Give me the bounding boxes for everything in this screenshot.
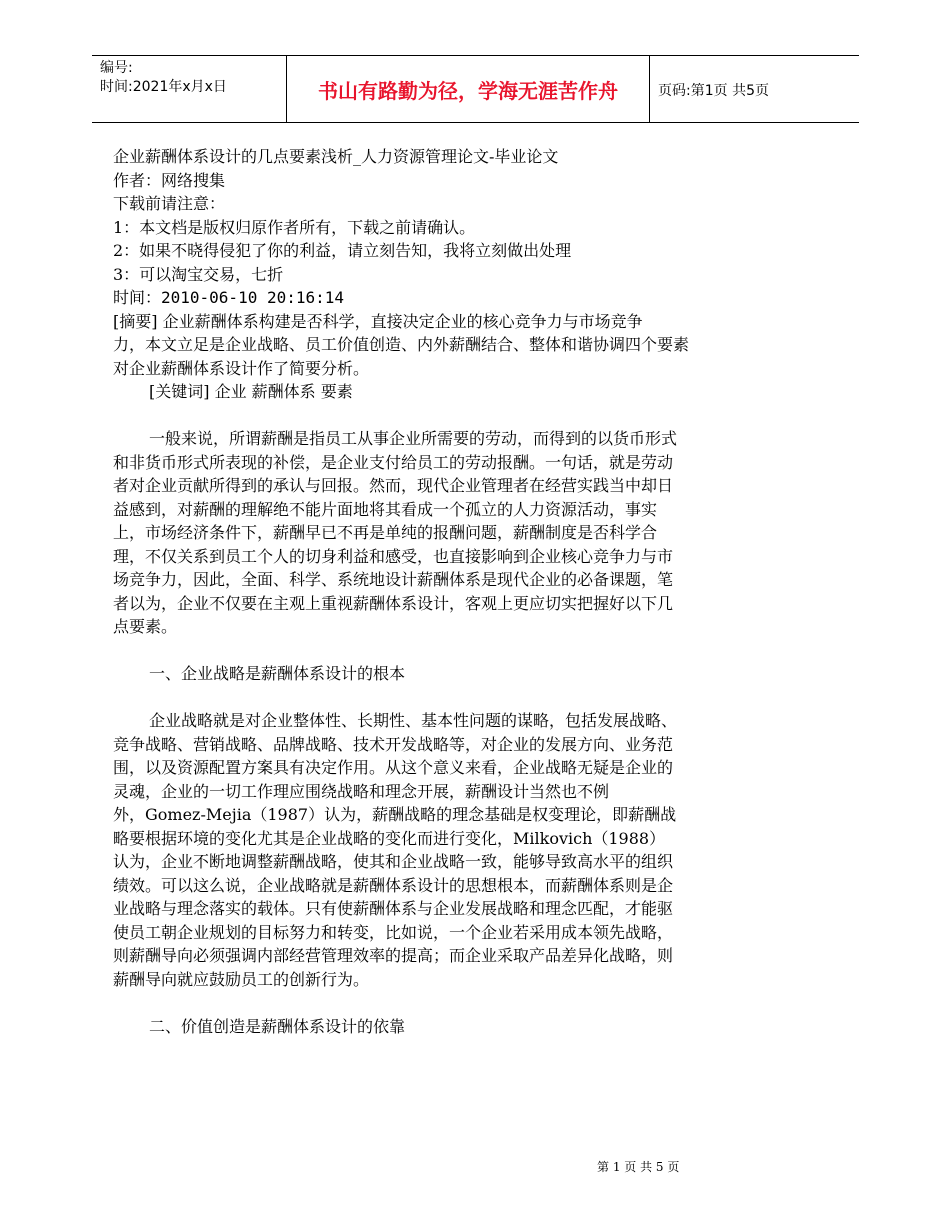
header-number-label: 编号: (100, 60, 133, 76)
header-page-label: 页码:第1页 共5页 (658, 83, 769, 99)
notice-item-2: 2：如果不晓得侵犯了你的利益，请立刻告知，我将立刻做出处理 (113, 241, 572, 260)
paragraph-line: 绩效。可以这么说，企业战略就是薪酬体系设计的思想根本，而薪酬体系则是企 (113, 875, 674, 895)
notice-item-1: 1：本文档是版权归原作者所有，下载之前请确认。 (113, 217, 476, 237)
paragraph-line: 使员工朝企业规划的目标努力和转变，比如说，一个企业若采用成本领先战略， (113, 922, 674, 942)
section-heading-2: 二、价值创造是薪酬体系设计的依靠 (149, 1016, 406, 1036)
page-header (92, 55, 859, 123)
paragraph-line: 认为，企业不断地调整薪酬战略，使其和企业战略一致，能够导致高水平的组织 (113, 852, 674, 871)
notice-title: 下载前请注意： (113, 194, 226, 213)
keywords: [关键词] 企业 薪酬体系 要素 (149, 382, 353, 401)
paragraph-line: 点要素。 (113, 617, 178, 636)
paragraph-line: 企业战略就是对企业整体性、长期性、基本性问题的谋略，包括发展战略、 (149, 711, 678, 730)
paragraph-line: 者以为，企业不仅要在主观上重视薪酬体系设计，客观上更应切实把握好以下几 (113, 593, 674, 613)
paragraph-line: 竞争战略、营销战略、品牌战略、技术开发战略等，对企业的发展方向、业务范 (113, 734, 674, 754)
header-motto: 书山有路勤为径，学海无涯苦作舟 (286, 56, 650, 122)
notice-item-3: 3：可以淘宝交易，七折 (113, 264, 284, 284)
document-body (113, 145, 773, 1038)
paragraph-1 (113, 427, 773, 639)
header-meta (100, 59, 227, 97)
paragraph-line: 上，市场经济条件下，薪酬早已不再是单纯的报酬问题，薪酬制度是否科学合 (113, 523, 658, 542)
doc-title: 企业薪酬体系设计的几点要素浅析_人力资源管理论文-毕业论文 (113, 147, 559, 166)
paragraph-line: 者对企业贡献所得到的承认与回报。然而，现代企业管理者在经营实践当中却日 (113, 476, 674, 495)
paragraph-line: 灵魂，企业的一切工作理应围绕战略和理念开展，薪酬设计当然也不例 (113, 781, 610, 801)
paragraph-line: 益感到，对薪酬的理解绝不能片面地将其看成一个孤立的人力资源活动，事实 (113, 499, 658, 519)
paragraph-line: 和非货币形式所表现的补偿，是企业支付给员工的劳动报酬。一句话，就是劳动 (113, 452, 674, 472)
paragraph-line: 围，以及资源配置方案具有决定作用。从这个意义来看，企业战略无疑是企业的 (113, 758, 674, 777)
paragraph-2 (113, 709, 773, 991)
doc-timestamp: 时间：2010-06-10 20:16:14 (113, 288, 345, 307)
paragraph-line: 外，Gomez-Mejia（1987）认为，薪酬战略的理念基础是权变理论，即薪酬战 (113, 805, 677, 824)
abstract-line-3: 对企业薪酬体系设计作了简要分析。 (113, 358, 370, 378)
paragraph-line: 业战略与理念落实的载体。只有使薪酬体系与企业发展战略和理念匹配，才能驱 (113, 899, 674, 918)
section-heading-1: 一、企业战略是薪酬体系设计的根本 (149, 664, 406, 683)
abstract-line-2: 力，本文立足是企业战略、员工价值创造、内外薪酬结合、整体和谐协调四个要素 (113, 335, 690, 354)
abstract-line-1: [摘要] 企业薪酬体系构建是否科学，直接决定企业的核心竞争力与市场竞争 (113, 311, 643, 331)
paragraph-line: 薪酬导向就应鼓励员工的创新行为。 (113, 969, 370, 989)
paragraph-line: 一般来说，所谓薪酬是指员工从事企业所需要的劳动，而得到的以货币形式 (149, 429, 678, 448)
page-footer: 第 1 页 共 5 页 (597, 1160, 680, 1174)
paragraph-line: 则薪酬导向必须强调内部经营管理效率的提高；而企业采取产品差异化战略，则 (113, 946, 674, 965)
paragraph-line: 略要根据环境的变化尤其是企业战略的变化而进行变化，Milkovich（1988） (113, 828, 666, 848)
doc-author: 作者：网络搜集 (113, 170, 226, 190)
paragraph-line: 场竞争力，因此，全面、科学、系统地设计薪酬体系是现代企业的必备课题，笔 (113, 570, 674, 589)
header-time-label: 时间:2021年x月x日 (100, 79, 227, 95)
paragraph-line: 理，不仅关系到员工个人的切身利益和感受，也直接影响到企业核心竞争力与市 (113, 546, 674, 566)
